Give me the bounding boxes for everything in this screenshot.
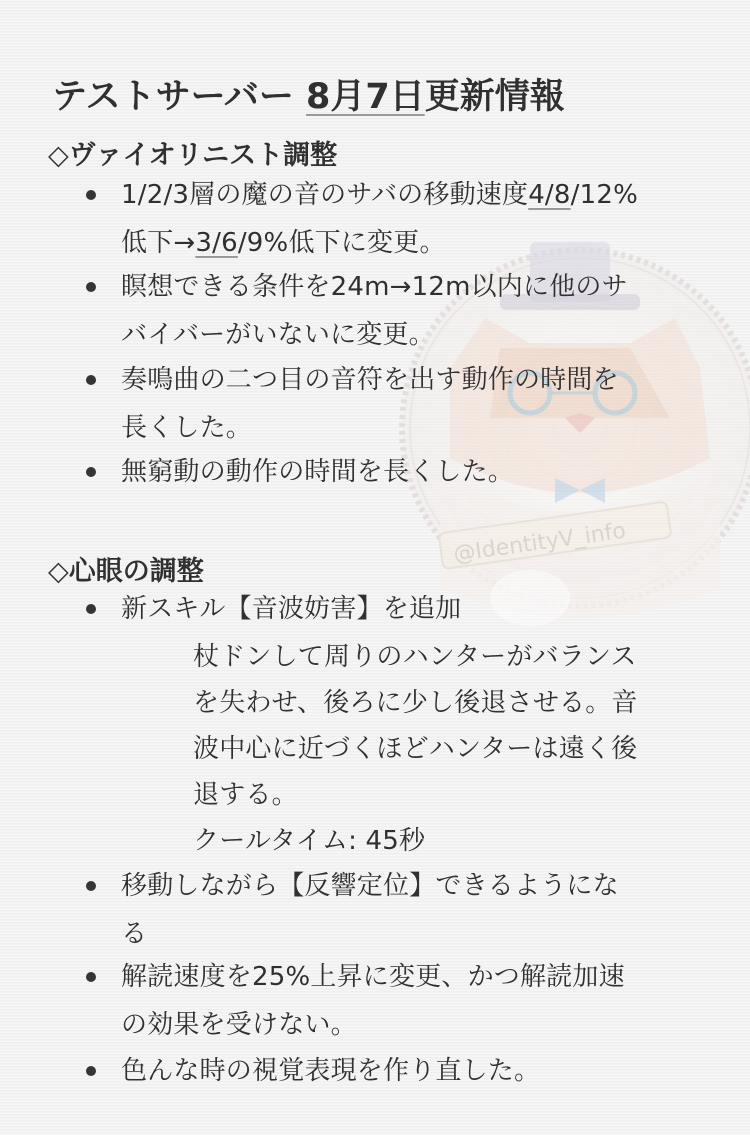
bullet-icon [86,1066,96,1076]
bullet-icon [86,190,96,200]
title-prefix: テストサーバー [52,77,307,117]
text-segment: 1/2/3層の魔の音のサバの移動速度 [121,180,529,210]
list-item-line [121,175,638,215]
text-segment: /12% [570,180,638,210]
bullet-icon [86,972,96,982]
list-item-line: 解読速度を25%上昇に変更、かつ解読加速 [121,962,625,992]
detail-line: 退する。 [193,780,298,810]
watermark-handle: @IdentityV_info [451,518,628,568]
text-segment: /9%低下に変更。 [237,228,446,258]
list-item-line: る [121,919,148,949]
list-item-line: 無窮動の動作の時間を長くした。 [121,457,515,487]
bullet-icon [86,604,96,614]
title-suffix: 更新情報 [424,77,565,117]
list-item-line: 新スキル【音波妨害】を追加 [121,594,462,624]
detail-line: 波中心に近づくほどハンターは遠く後 [193,734,638,764]
list-item-line: の効果を受けない。 [121,1010,357,1040]
detail-line: 杖ドンして周りのハンターがバランス [193,642,637,672]
bullet-icon [86,375,96,385]
page-title [52,72,565,122]
section-heading-minds-eye: ◇心眼の調整 [48,556,204,587]
list-item-line [121,223,446,263]
list-item-line: 長くした。 [121,413,253,443]
title-date: 8月7日 [306,77,425,117]
list-item-line: 色んな時の視覚表現を作り直した。 [121,1056,541,1086]
list-item-line: 奏鳴曲の二つ目の音符を出す動作の時間を [121,365,619,395]
bullet-icon [86,467,96,477]
section-heading-violinist: ◇ヴァイオリニスト調整 [48,140,338,171]
text-segment-underlined: 3/6 [195,228,238,258]
bullet-icon [86,881,96,891]
cooldown-line: クールタイム: 45秒 [193,826,426,856]
bullet-icon [86,282,96,292]
detail-line: を失わせ、後ろに少し後退させる。音 [193,688,638,718]
text-segment-underlined: 4/8 [528,180,571,210]
list-item-line: 移動しながら【反響定位】できるようにな [121,871,619,901]
list-item-line: バイバーがいないに変更。 [121,320,435,350]
list-item-line: 瞑想できる条件を24m→12m以内に他のサ [121,272,628,302]
text-segment: 低下→ [121,228,196,258]
